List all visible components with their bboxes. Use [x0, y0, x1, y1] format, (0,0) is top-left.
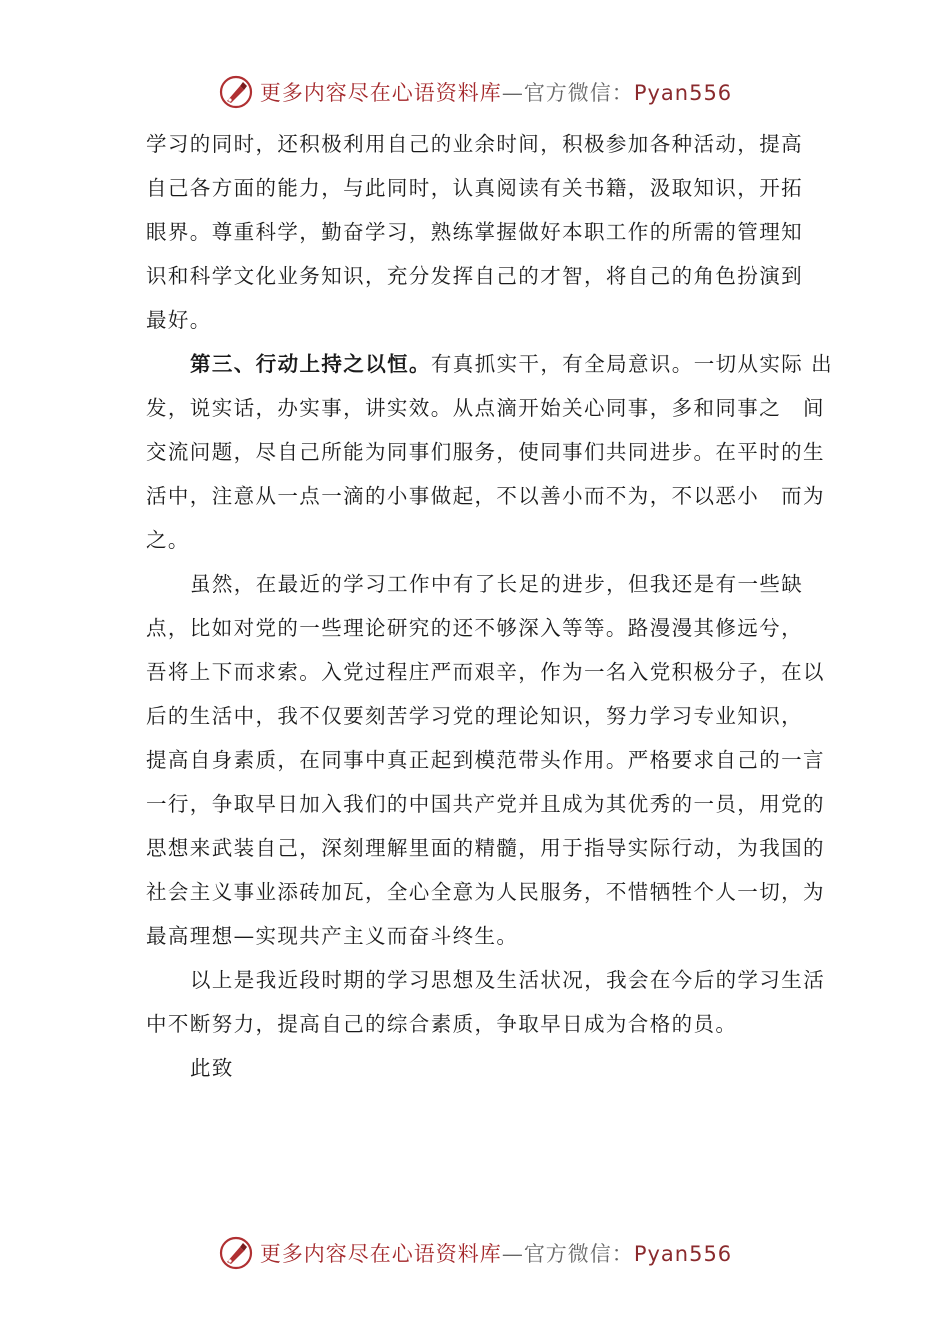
footer-banner	[0, 1231, 950, 1275]
banner-title: 更多内容尽在心语资料库	[259, 81, 502, 105]
banner-wechat-label: —官方微信：	[501, 81, 634, 105]
paragraph-4: 以上是我近段时期的学习思想及生活状况，我会在今后的学习生活中不断努力，提高自己的综合素质，争取早日成为合格的员。	[146, 968, 826, 1036]
closing-salutation: 此致	[190, 1056, 234, 1080]
header-banner	[0, 70, 950, 114]
pen-logo-icon	[218, 1235, 254, 1271]
paragraph-2-heading: 第三、行动上持之以恒。	[190, 352, 431, 376]
pen-logo-icon	[218, 74, 254, 110]
banner-wechat-label: —官方微信：	[501, 1242, 634, 1266]
paragraph-3: 虽然，在最近的学习工作中有了长足的进步，但我还是有一些缺点，比如对党的一些理论研究的还不够深入等等。路漫漫其修远兮， 吾将上下而求索。入党过程庄严而艰辛，作为一名入党积极分子，在以后的生活中，我不仅要刻苦学习党的理论知识，努力学习专业知识， 提高自身素质，在同事中真正起到模范带头作用。严格要求自己的一言一行，争取早日加入我们的中国共产党并且成为其优秀的一员，用党的思想来武装自己，深刻理解里面的精髓，用于指导实际行动，为我国的社会主义事业添砖加瓦，全心全意为人民服务，不惜牺牲个人一切，为最高理想—实现共产主义而奋斗终生。	[146, 572, 825, 948]
banner-wechat-id: Pyan556	[633, 81, 733, 105]
paragraph-2	[146, 342, 836, 562]
document-body	[146, 122, 836, 1090]
paragraph-2-body: 有真抓实干，有全局意识。一切从实际 出发，说实话，办实事，讲实效。从点滴开始关心同事，多和同事之 间交流问题，尽自己所能为同事们服务，使同事们共同进步。在平时的生活中，注意从一点一滴的小事做起，不以善小而不为，不以恶小 而为之。	[146, 352, 834, 552]
banner-title: 更多内容尽在心语资料库	[259, 1242, 502, 1266]
banner-wechat-id: Pyan556	[633, 1242, 733, 1266]
paragraph-1: 学习的同时，还积极利用自己的业余时间，积极参加各种活动，提高 自己各方面的能力，与此同时，认真阅读有关书籍，汲取知识，开拓 眼界。尊重科学，勤奋学习，熟练掌握做好本职工作的所需的管理知 识和科学文化业务知识，充分发挥自己的才智，将自己的角色扮演到 最好。	[146, 132, 825, 332]
